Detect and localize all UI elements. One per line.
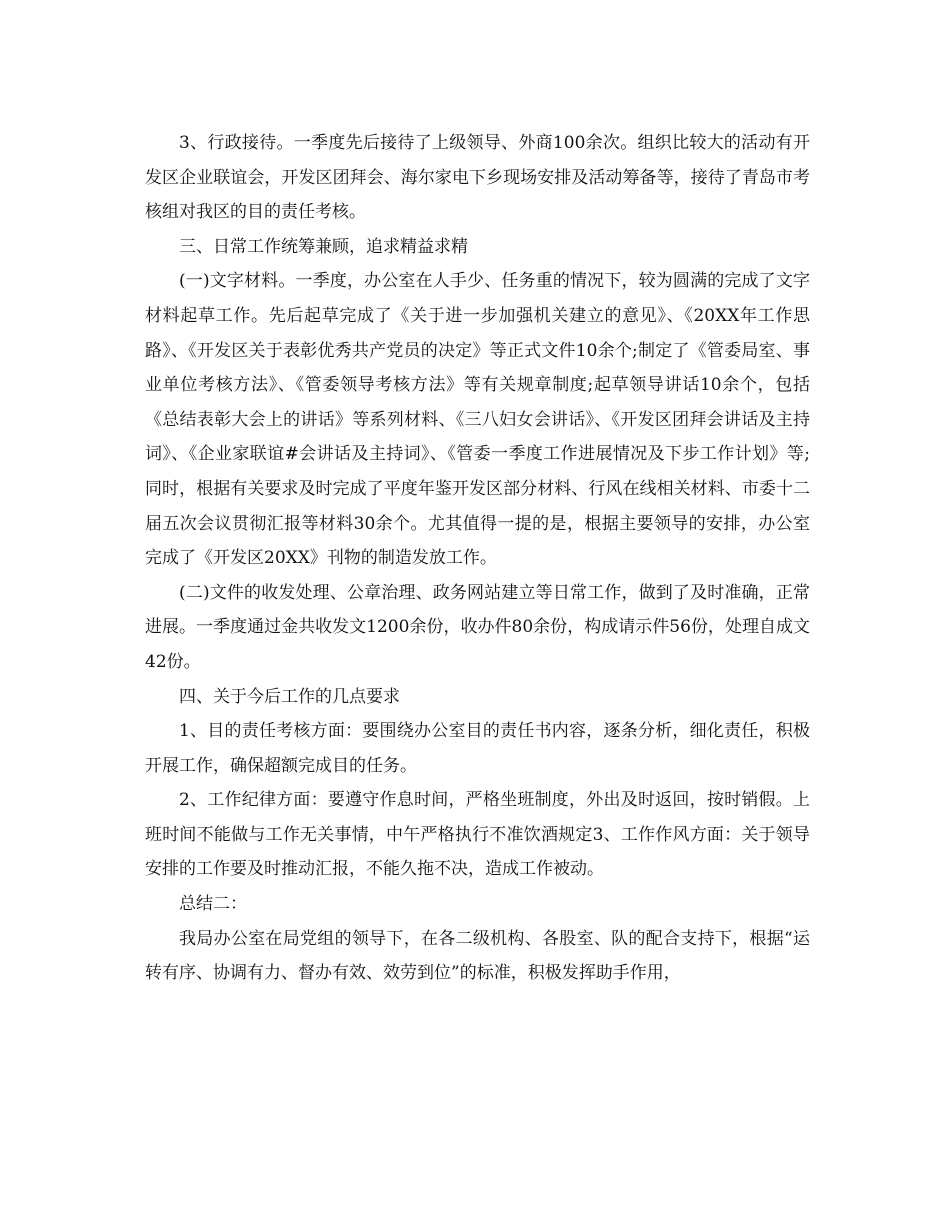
paragraph-responsibility-assessment: 1、目的责任考核方面：要围绕办公室目的责任书内容，逐条分析，细化责任，积极开展工作，确保超额完成目的任务。: [145, 721, 810, 776]
paragraph-office-summary: 我局办公室在局党组的领导下，在各二级机构、各股室、队的配合支持下，根据“运转有序、协调有力、督办有效、效劳到位”的标准，积极发挥助手作用，: [145, 928, 810, 984]
heading-summary-two: 总结二：: [179, 894, 247, 915]
section-heading-requirements: 四、关于今后工作的几点要求: [179, 686, 400, 707]
paragraph-document-handling: (二)文件的收发处理、公章治理、政务网站建立等日常工作，做到了及时准确，正常进展。一季度通过金共收发文1200余份，收办件80余份，构成请示件56份，处理自成文42份。: [145, 582, 810, 672]
section-heading-daily-work: 三、日常工作统筹兼顾，追求精益求精: [179, 236, 468, 257]
paragraph-work-discipline: 2、工作纪律方面：要遵守作息时间，严格坐班制度，外出及时返回，按时销假。上班时间不能做与工作无关事情，中午严格执行不准饮酒规定3、工作作风方面：关于领导安排的工作要及时推动汇报，不能久拖不决，造成工作被动。: [145, 790, 810, 880]
document-body: [145, 126, 810, 991]
paragraph-reception: 3、行政接待。一季度先后接待了上级领导、外商100余次。组织比较大的活动有开发区企业联谊会，开发区团拜会、海尔家电下乡现场安排及活动筹备等，接待了青岛市考核组对我区的目的责任考核。: [145, 133, 810, 223]
paragraph-written-materials: (一)文字材料。一季度，办公室在人手少、任务重的情况下，较为圆满的完成了文字材料起草工作。先后起草完成了《关于进一步加强机关建立的意见》、《20XX年工作思路》、《开发区关于表彰优秀共产党员的决定》等正式文件10余个;制定了《管委局室、事业单位考核方法》、《管委领导考核方法》等有关规章制度;起草领导讲话10余个，包括《总结表彰大会上的讲话》等系列材料、《三八妇女会讲话》、《开发区团拜会讲话及主持词》、《企业家联谊#会讲话及主持词》、《管委一季度工作进展情况及下步工作计划》等;同时，根据有关要求及时完成了平度年鉴开发区部分材料、行风在线相关材料、市委十二届五次会议贯彻汇报等材料30余个。尤其值得一提的是，根据主要领导的安排，办公室完成了《开发区20XX》刊物的制造发放工作。: [145, 271, 810, 569]
